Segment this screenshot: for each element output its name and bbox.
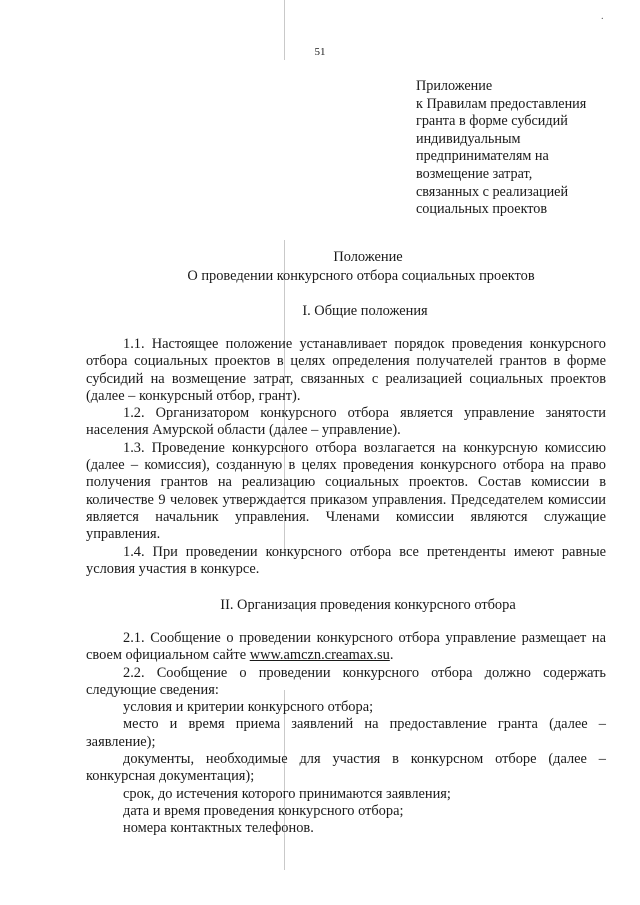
list-item: документы, необходимые для участия в конкурсном отборе (далее – конкурсная документация); <box>86 751 606 785</box>
paragraph-2-1-text: 2.1. Сообщение о проведении конкурсного отбора управление размещает на своем официальном сайте <box>86 630 606 664</box>
appendix-line: возмещение затрат, <box>416 165 533 182</box>
paragraph-2-1-end: . <box>389 647 394 664</box>
paragraph-2-2: 2.2. Сообщение о проведении конкурсного отбора должно содержать следующие сведения: <box>86 664 606 698</box>
appendix-line: индивидуальным <box>416 130 521 147</box>
list-item: номера контактных телефонов. <box>123 820 314 837</box>
paragraph-1-1: 1.1. Настоящее положение устанавливает порядок проведения конкурсного отбора социальных проектов в целях определения получателей грантов в форме субсидий на возмещение затрат, связанных с реализацией социальных проектов (далее – конкурсный отбор, грант). <box>86 336 606 404</box>
paragraph-1-4: 1.4. При проведении конкурсного отбора все претенденты имеют равные условия участия в конкурсе. <box>86 543 606 577</box>
list-item: место и время приема заявлений на предоставление гранта (далее – заявление); <box>86 716 606 750</box>
appendix-block <box>416 78 626 219</box>
paragraph-2-1 <box>86 630 606 665</box>
list-item: срок, до истечения которого принимаются заявления; <box>123 785 451 802</box>
list-item: условия и критерии конкурсного отбора; <box>123 699 374 716</box>
section-general-body <box>86 336 606 578</box>
list-item: дата и время проведения конкурсного отбора; <box>123 802 404 819</box>
section-heading-organization: II. Организация проведения конкурсного отбора <box>220 597 516 613</box>
appendix-line: связанных с реализацией <box>416 183 569 200</box>
document-title: Положение <box>333 249 403 265</box>
scan-artifact-dot: · <box>600 14 604 25</box>
appendix-line: социальных проектов <box>416 201 548 218</box>
appendix-line: к Правилам предоставления <box>416 95 587 112</box>
appendix-line: гранта в форме субсидий <box>416 113 568 130</box>
section-heading-general: I. Общие положения <box>302 303 428 319</box>
paragraph-1-3: 1.3. Проведение конкурсного отбора возлагается на конкурсную комиссию (далее – комиссия), созданную в целях проведения конкурсного отбора на право получения грантов на реализацию социальных проектов. Состав комиссии в количестве 9 человек утверждается приказом управления. Председателем комиссии является начальник управления. Членами комиссии являются служащие управления. <box>86 439 606 543</box>
page-number: 51 <box>314 46 326 58</box>
appendix-line: предпринимателям на <box>416 148 549 165</box>
section-organization-body <box>86 630 606 838</box>
website-link[interactable]: www.amczn.creamax.su <box>249 647 390 664</box>
appendix-line: Приложение <box>416 78 493 94</box>
paragraph-1-2: 1.2. Организатором конкурсного отбора является управление занятости населения Амурской области (далее – управление). <box>86 405 606 439</box>
document-subtitle: О проведении конкурсного отбора социальных проектов <box>187 268 535 284</box>
